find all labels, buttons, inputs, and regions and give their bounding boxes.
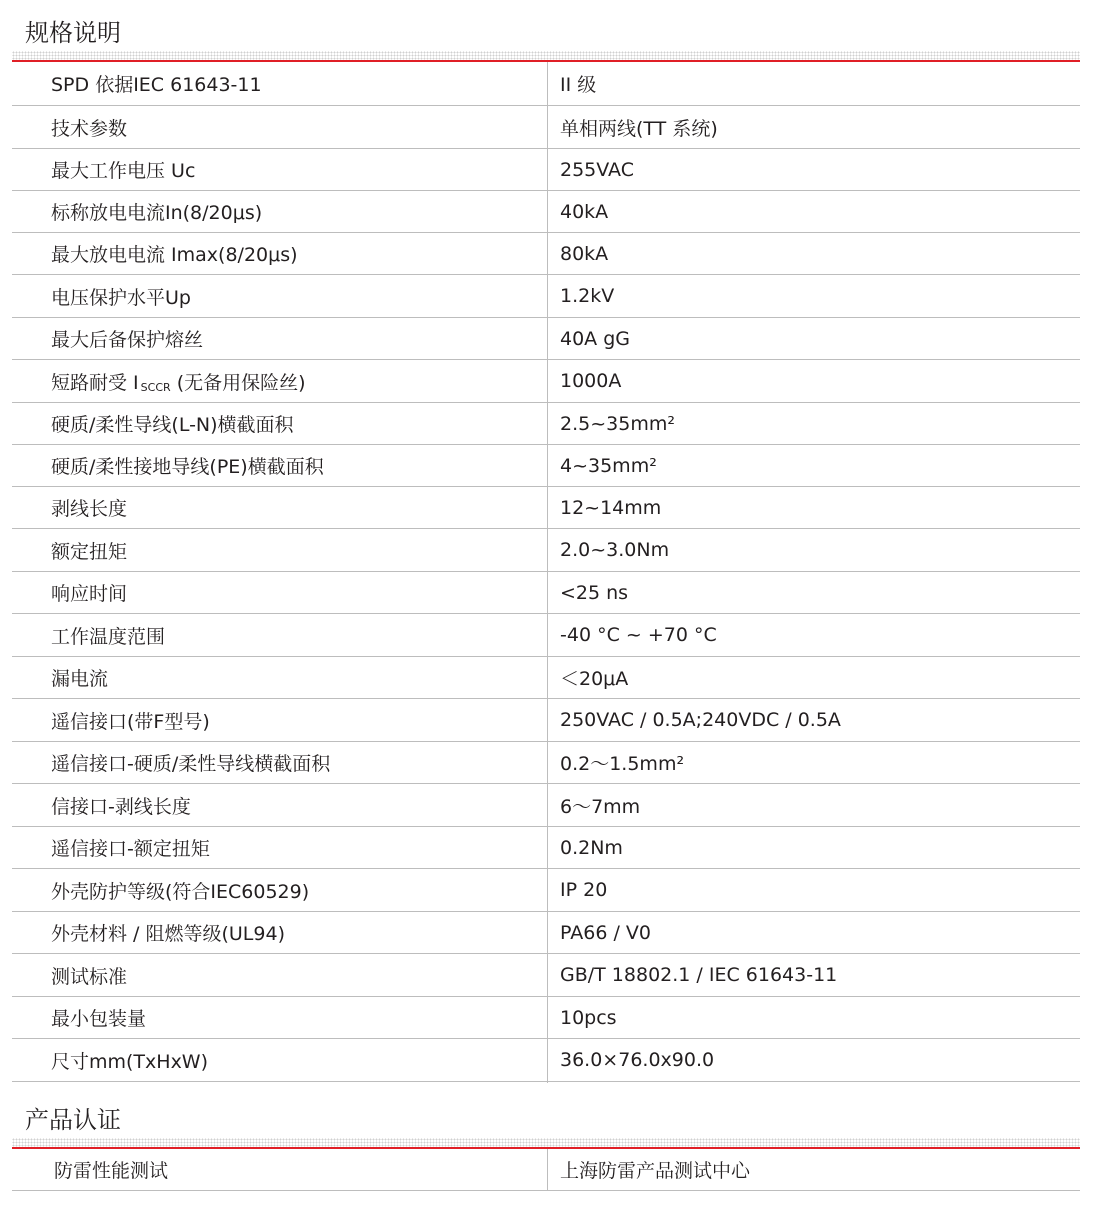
param-value: 80kA xyxy=(560,242,609,265)
table-row xyxy=(12,275,1080,318)
table-row xyxy=(12,657,1080,699)
param-label: 硬质/柔性导线(L-N)横截面积 xyxy=(51,414,294,436)
param-value: 4~35mm² xyxy=(560,454,657,477)
table-row xyxy=(12,403,1080,445)
param-value: ＜20μA xyxy=(560,668,629,690)
param-label: 漏电流 xyxy=(51,668,109,690)
param-value: 单相两线(TT 系统) xyxy=(560,117,718,140)
param-label: 硬质/柔性接地导线(PE)横截面积 xyxy=(51,456,324,478)
param-label: 最大放电电流 Imax(8/20μs) xyxy=(51,244,298,266)
param-label: 技术参数 xyxy=(51,117,128,140)
table-row xyxy=(12,106,1080,149)
table-row xyxy=(12,318,1080,360)
param-label: 响应时间 xyxy=(51,583,128,605)
param-value: IP 20 xyxy=(560,879,608,901)
param-label: 额定扭矩 xyxy=(51,540,128,563)
specs-table xyxy=(12,62,1080,1082)
param-label: SPD 依据IEC 61643-11 xyxy=(51,74,262,96)
table-row xyxy=(12,191,1080,233)
table-row xyxy=(12,572,1080,614)
param-value: II 级 xyxy=(560,74,597,96)
table-row xyxy=(12,233,1080,275)
table-row xyxy=(12,827,1080,869)
param-value: 255VAC xyxy=(560,158,634,181)
param-label-main: 短路耐受 I xyxy=(51,371,139,394)
certification-section xyxy=(0,1100,1098,1210)
param-label-subscript: SCCR xyxy=(140,380,171,394)
table-row xyxy=(12,149,1080,191)
param-label: 最小包装量 xyxy=(51,1008,147,1030)
param-label: 遥信接口-额定扭矩 xyxy=(51,838,210,860)
param-value: 36.0×76.0x90.0 xyxy=(560,1049,715,1071)
param-label xyxy=(51,360,521,402)
param-value: 6～7mm xyxy=(560,795,641,818)
table-row xyxy=(12,742,1080,784)
param-value: 上海防雷产品测试中心 xyxy=(560,1160,751,1182)
certification-table xyxy=(12,1149,1080,1191)
table-row xyxy=(12,912,1080,954)
param-label: 防雷性能测试 xyxy=(54,1160,169,1182)
table-row xyxy=(12,699,1080,742)
table-row xyxy=(12,487,1080,529)
table-row xyxy=(12,445,1080,487)
param-label: 外壳材料 / 阻燃等级(UL94) xyxy=(51,923,285,945)
param-label: 测试标准 xyxy=(51,965,128,988)
param-label: 最大后备保护熔丝 xyxy=(51,329,204,351)
param-label: 电压保护水平Up xyxy=(51,286,191,309)
param-value: 1000A xyxy=(560,370,622,392)
param-label: 外壳防护等级(符合IEC60529) xyxy=(51,880,310,903)
param-label: 剥线长度 xyxy=(51,498,128,520)
table-row xyxy=(12,62,1080,106)
param-value: 12~14mm xyxy=(560,496,662,519)
param-value: PA66 / V0 xyxy=(560,921,651,944)
table-row xyxy=(12,954,1080,997)
title-underline-dots xyxy=(12,1138,1080,1147)
param-label: 遥信接口-硬质/柔性导线横截面积 xyxy=(51,753,331,775)
certification-title: 产品认证 xyxy=(25,1106,121,1134)
param-label: 遥信接口(带F型号) xyxy=(51,710,210,733)
param-value: GB/T 18802.1 / IEC 61643-11 xyxy=(560,964,838,986)
param-value: -40 °C ~ +70 °C xyxy=(560,624,717,646)
table-row xyxy=(12,869,1080,912)
title-underline-dots xyxy=(12,51,1080,60)
param-value: 2.0~3.0Nm xyxy=(560,539,670,561)
param-value: 0.2～1.5mm² xyxy=(560,753,685,775)
param-value: 10pcs xyxy=(560,1006,617,1029)
table-row xyxy=(12,360,1080,403)
param-value: 40A gG xyxy=(560,327,630,350)
table-row xyxy=(12,1039,1080,1082)
param-value: <25 ns xyxy=(560,581,629,604)
param-value: 1.2kV xyxy=(560,285,615,307)
param-value: 2.5~35mm² xyxy=(560,412,675,435)
table-row xyxy=(12,784,1080,827)
param-label: 信接口-剥线长度 xyxy=(51,795,191,818)
table-row xyxy=(12,614,1080,657)
param-value: 250VAC / 0.5A;240VDC / 0.5A xyxy=(560,709,841,731)
param-label: 最大工作电压 Uc xyxy=(51,160,196,182)
param-label: 工作温度范围 xyxy=(51,625,166,648)
param-label: 标称放电电流In(8/20μs) xyxy=(51,202,263,224)
param-value: 40kA xyxy=(560,200,609,223)
specs-title: 规格说明 xyxy=(25,19,121,47)
param-value: 0.2Nm xyxy=(560,836,623,859)
param-label-suffix: (无备用保险丝) xyxy=(170,371,306,394)
table-row xyxy=(12,997,1080,1039)
table-row xyxy=(12,529,1080,572)
param-label: 尺寸mm(TxHxW) xyxy=(51,1050,209,1073)
table-row xyxy=(12,1149,1080,1191)
